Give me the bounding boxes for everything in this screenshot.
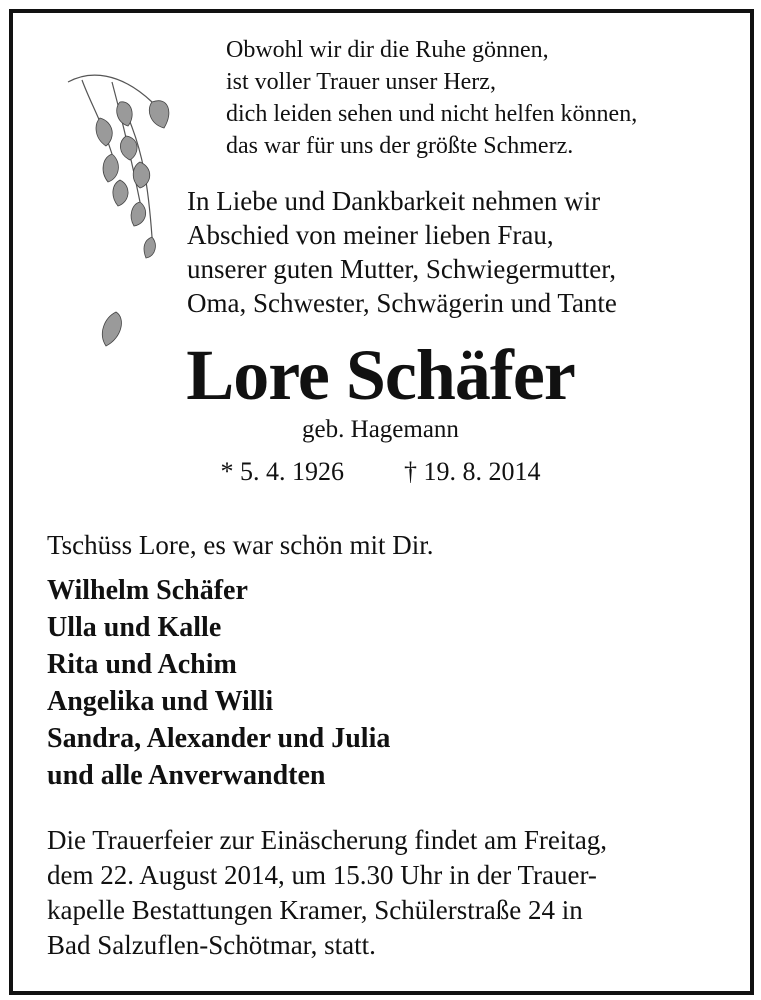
maiden-name: geb. Hagemann [302,416,459,443]
mourner-entry: Ulla und Kalle [47,612,222,643]
farewell-message: Tschüss Lore, es war schön mit Dir. [47,530,434,560]
intro-text [187,184,617,320]
service-details [47,823,607,963]
poem-line: Obwohl wir dir die Ruhe gönnen, [226,37,549,63]
mourner-entry: Rita und Achim [47,649,237,680]
mourner-entry: Angelika und Willi [47,686,274,717]
poem [226,34,637,162]
deceased-name: Lore Schäfer [186,335,575,415]
mourners-list [47,572,390,794]
service-line: Die Trauerfeier zur Einäscherung findet am Freitag, [47,825,608,855]
poem-line: das war für uns der größte Schmerz. [226,133,574,159]
poem-line: ist voller Trauer unser Herz, [226,69,496,95]
intro-line: unserer guten Mutter, Schwiegermutter, [187,254,616,284]
birch-branch-icon [60,62,180,362]
poem-line: dich leiden sehen und nicht helfen können, [226,101,638,127]
service-line: Bad Salzuflen-Schötmar, statt. [47,930,376,960]
intro-line: Abschied von meiner lieben Frau, [187,220,554,250]
death-date: † 19. 8. 2014 [404,457,541,486]
intro-line: In Liebe und Dankbarkeit nehmen wir [187,186,601,216]
life-dates [0,454,761,490]
intro-line: Oma, Schwester, Schwägerin und Tante [187,288,617,318]
mourner-entry: Wilhelm Schäfer [47,575,248,606]
mourner-entry: Sandra, Alexander und Julia [47,723,391,754]
mourner-entry: und alle Anverwandten [47,760,326,791]
service-line: kapelle Bestattungen Kramer, Schülerstraße 24 in [47,895,583,925]
birth-date: * 5. 4. 1926 [220,457,344,486]
service-line: dem 22. August 2014, um 15.30 Uhr in der Trauer- [47,860,597,890]
